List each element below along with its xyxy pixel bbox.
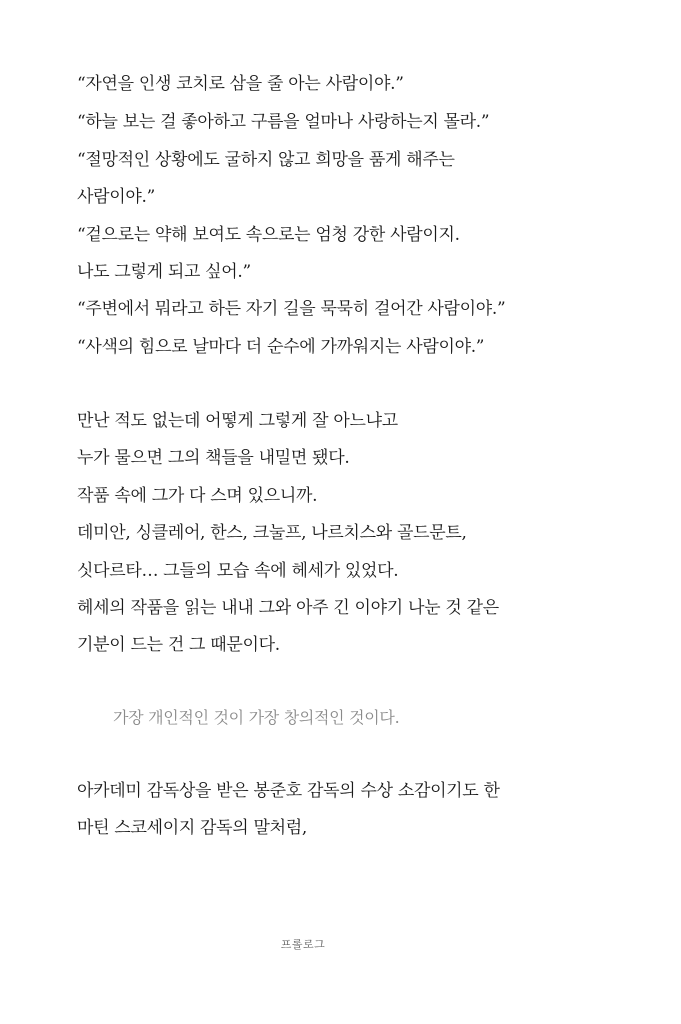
quote-line-2: “하늘 보는 걸 좋아하고 구름을 얼마나 사랑하는지 몰라.” — [77, 112, 490, 132]
quote-line-8: “사색의 힘으로 날마다 더 순수에 가까워지는 사람이야.” — [77, 337, 485, 357]
paragraph-line-2: 누가 물으면 그의 책들을 내밀면 됐다. — [77, 448, 350, 468]
quote-line-6: 나도 그렇게 되고 싶어.” — [77, 262, 251, 282]
quote-line-5: “겉으로는 약해 보여도 속으로는 엄청 강한 사람이지. — [77, 225, 460, 245]
paragraph-line-1: 만난 적도 없는데 어떻게 그렇게 잘 아느냐고 — [77, 411, 398, 431]
closing-line-2: 마틴 스코세이지 감독의 말처럼, — [77, 818, 308, 838]
closing-line-1: 아카데미 감독상을 받은 봉준호 감독의 수상 소감이기도 한 — [77, 781, 500, 801]
paragraph-line-5: 싯다르타… 그들의 모습 속에 헤세가 있었다. — [77, 561, 399, 581]
paragraph-line-4: 데미안, 싱클레어, 한스, 크눌프, 나르치스와 골드문트, — [77, 523, 467, 543]
paragraph-line-6: 헤세의 작품을 읽는 내내 그와 아주 긴 이야기 나눈 것 같은 — [77, 598, 499, 618]
paragraph-line-7: 기분이 드는 건 그 때문이다. — [77, 635, 280, 655]
quote-line-7: “주변에서 뭐라고 하든 자기 길을 묵묵히 걸어간 사람이야.” — [77, 299, 506, 319]
running-footer-section-title: 프롤로그 — [280, 938, 326, 951]
quote-line-4: 사람이야.” — [77, 187, 155, 207]
quote-line-1: “자연을 인생 코치로 삼을 줄 아는 사람이야.” — [77, 74, 404, 94]
paragraph-line-3: 작품 속에 그가 다 스며 있으니까. — [77, 486, 318, 506]
quote-line-3: “절망적인 상황에도 굴하지 않고 희망을 품게 해주는 — [77, 150, 455, 170]
highlight-quote: 가장 개인적인 것이 가장 창의적인 것이다. — [113, 708, 400, 727]
